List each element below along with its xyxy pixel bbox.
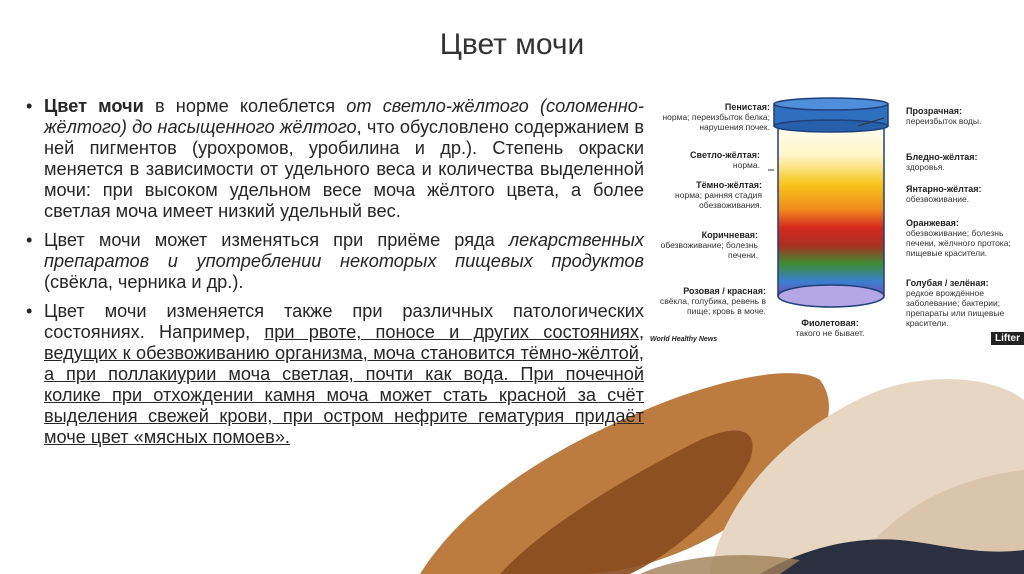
label-amber xyxy=(906,184,1022,204)
label-title: Розовая / красная: xyxy=(683,286,766,296)
label-title: Коричневая: xyxy=(701,230,758,240)
label-purple xyxy=(780,318,880,338)
label-text: свёкла, голубика, ревень в пище; кровь в моче. xyxy=(659,296,766,316)
label-text: здоровья. xyxy=(906,162,945,172)
bullet-text: в норме колеблется xyxy=(143,96,347,116)
label-pink-red xyxy=(650,286,766,316)
label-brown xyxy=(650,230,758,260)
label-title: Бледно-жёлтая: xyxy=(906,152,978,162)
label-title: Янтарно-жёлтая: xyxy=(906,184,982,194)
label-title: Пенистая: xyxy=(724,102,770,112)
label-foamy xyxy=(650,102,770,132)
label-orange xyxy=(906,218,1022,258)
label-pale-yellow xyxy=(906,152,1022,172)
label-light-yellow xyxy=(650,150,760,170)
label-title: Светло-жёлтая: xyxy=(690,150,760,160)
label-text: переизбыток воды. xyxy=(906,116,982,126)
label-clear xyxy=(906,106,1022,126)
bullet-pathology xyxy=(26,301,644,448)
label-title: Тёмно-жёлтая: xyxy=(696,180,762,190)
figure-logo: Lifter xyxy=(991,332,1024,345)
label-title: Фиолетовая: xyxy=(801,318,859,328)
label-text: норма; переизбыток белка; нарушения почек. xyxy=(662,112,770,132)
figure-credit: World Healthy News xyxy=(650,336,718,343)
italic-drugs-food: лекарственных препаратов и употреблении некоторых пищевых продуктов xyxy=(44,230,644,271)
bullet-list xyxy=(26,96,644,456)
label-blue-green xyxy=(906,278,1022,328)
label-text: норма. xyxy=(732,160,760,170)
label-title: Оранжевая: xyxy=(906,218,959,228)
label-title: Прозрачная: xyxy=(906,106,963,116)
bullet-medication xyxy=(26,230,644,293)
label-title: Голубая / зелёная: xyxy=(906,278,989,288)
bullet-text: (свёкла, черника и др.). xyxy=(44,272,244,292)
label-text: обезвоживание. xyxy=(906,194,970,204)
bullet-text: Цвет мочи может изменяться при приёме ряда xyxy=(44,230,509,250)
underlined-examples: при рвоте, поносе и других состояниях, ведущих к обезвоживанию организма, моча становится тёмно-жёлтой, а при поллакиурии моча светлая, почти как вода. При почечной колике при отхождении камня моча может стать красной за счёт выделения свежей крови, при остром нефрите гематурия придаёт моче цвет «мясных помоев». xyxy=(44,322,645,447)
bullet-normal-color xyxy=(26,96,644,222)
label-text: норма; ранняя стадия обезвоживания. xyxy=(675,190,762,210)
bullet-text: , что обусловлено содержанием в ней пигментов (урохромов, уробилина и др.). Степень окраски меняется в зависимости от удельного веса и количества выделенной мочи: при высоком удельном весе моча жёлтого цвета, а более светлая моча имеет низкий удельный вес. xyxy=(44,117,645,221)
label-text: обезвоживание; болезнь печени, жёлчного протока; пищевые красители. xyxy=(906,228,1011,258)
slide-title: Цвет мочи xyxy=(439,28,585,61)
urine-cylinder xyxy=(768,96,894,310)
label-text: обезвоживание; болезнь печени. xyxy=(660,240,758,260)
italic-range: от светло-жёлтого (соломенно-жёлтого) до насыщенного жёлтого xyxy=(44,96,644,137)
label-dark-yellow xyxy=(650,180,762,210)
bullet-text: Цвет мочи изменяется также при различных патологических состояниях. Например, xyxy=(44,301,644,342)
label-text: такого не бывает. xyxy=(795,328,865,338)
label-text: редкое врождённое заболевание; бактерии; препараты или пищевые красители. xyxy=(906,288,1005,328)
urine-color-chart xyxy=(650,92,1024,350)
term-bold: Цвет мочи xyxy=(44,96,144,116)
